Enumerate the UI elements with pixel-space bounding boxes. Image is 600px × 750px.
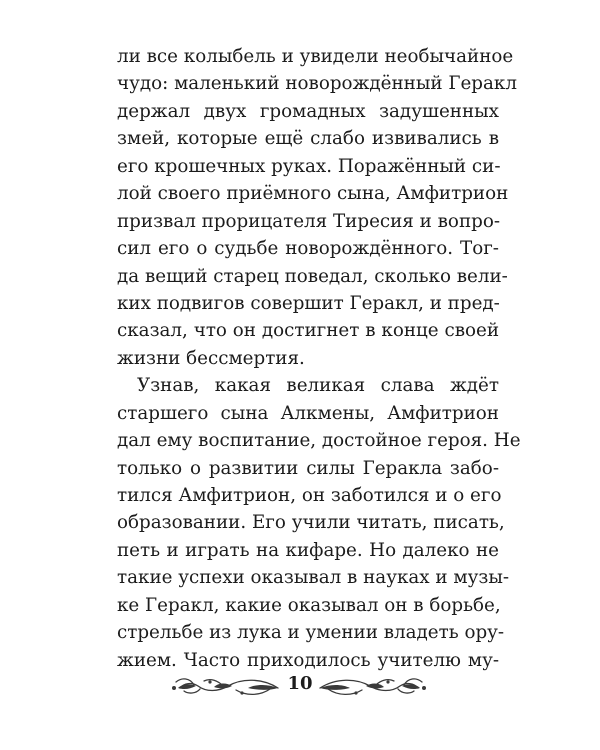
text-line: сил его о судьбе новорождённого. Тог- — [117, 238, 499, 260]
text-line: держал двух громадных задушенных — [117, 100, 499, 122]
text-line: сказал, что он достигнет в конце своей — [117, 320, 499, 342]
text-line: Узнав, какая великая слава ждёт — [137, 375, 499, 397]
text-line: стрельбе из лука и умении владеть ору- — [117, 622, 505, 644]
text-line: петь и играть на кифаре. Но далеко не — [117, 539, 499, 561]
text-line: старшего сына Алкмены, Амфитрион — [117, 402, 499, 424]
text-line: такие успехи оказывал в науках и музы- — [117, 567, 510, 589]
text-line: жизни бессмертия. — [117, 347, 305, 369]
text-line: ких подвигов совершит Геракл, и пред- — [117, 292, 500, 314]
paragraph-1 — [117, 43, 517, 372]
text-line: дал ему воспитание, достойное героя. Не — [117, 430, 521, 452]
text-line: тился Амфитрион, он заботился и о его — [117, 485, 502, 506]
text-line: змей, которые ещё слабо извивались в — [117, 128, 499, 150]
text-line: его крошечных руках. Поражённый си- — [117, 155, 501, 177]
text-line: да вещий старец поведал, сколько вели- — [117, 265, 508, 287]
page-number: 10 — [287, 673, 313, 694]
text-line: призвал прорицателя Тиресия и вопро- — [117, 210, 501, 232]
text-line: ли все колыбель и увидели необычайное — [117, 46, 514, 67]
page-footer — [0, 668, 600, 704]
text-line: только о развитии силы Геракла забо- — [117, 457, 499, 479]
text-line: жием. Часто приходилось учителю му- — [117, 649, 499, 671]
text-line: лой своего приёмного сына, Амфитрион — [117, 183, 509, 205]
text-line: ке Геракл, какие оказывал он в борьбе, — [117, 594, 501, 616]
flourish-right-icon — [318, 672, 428, 700]
text-line: чудо: маленький новорождённый Геракл — [117, 73, 517, 95]
text-line: образовании. Его учили читать, писать, — [117, 512, 505, 534]
paragraph-2 — [117, 372, 521, 674]
page-body — [117, 43, 521, 674]
flourish-left-icon — [170, 672, 280, 700]
